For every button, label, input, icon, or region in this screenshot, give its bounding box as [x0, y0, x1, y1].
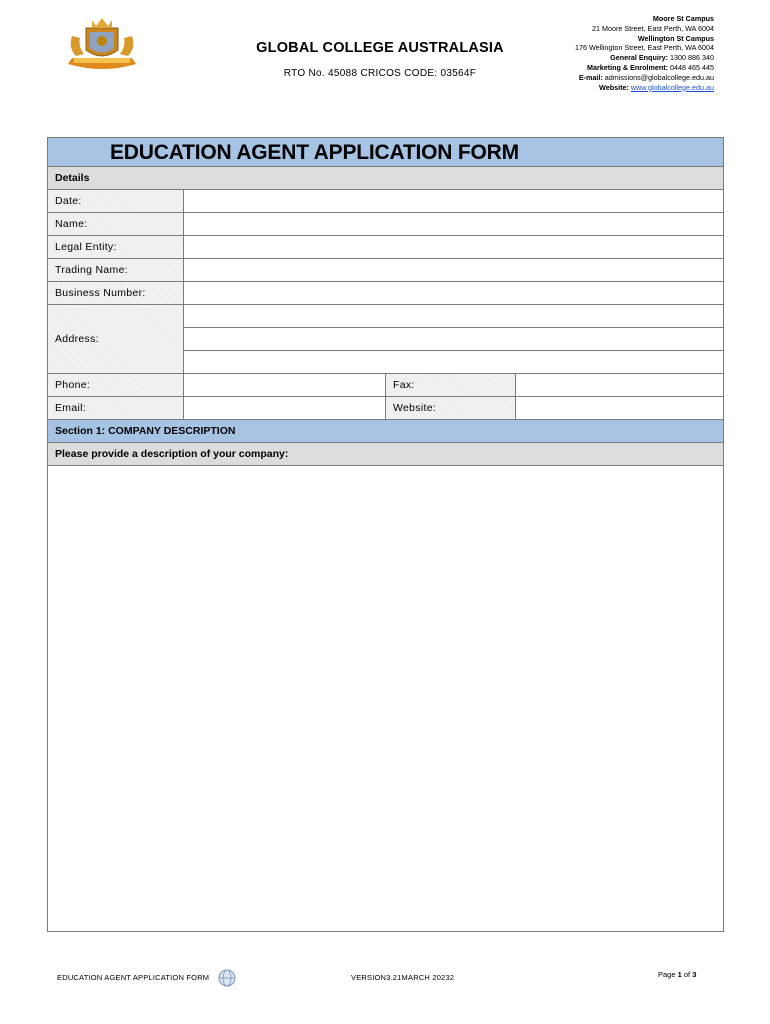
legal-entity-field[interactable] — [184, 236, 723, 258]
email-website-row — [48, 397, 723, 420]
date-row — [48, 190, 723, 213]
wellington-campus-address: 176 Wellington Street, East Perth, WA 6004 — [574, 43, 714, 53]
address-line-1-field[interactable] — [184, 305, 723, 328]
date-label: Date: — [48, 190, 184, 212]
email-contact — [484, 73, 714, 83]
name-field[interactable] — [184, 213, 723, 235]
college-header — [250, 40, 510, 79]
page-prefix: Page — [658, 970, 678, 979]
fax-field[interactable] — [516, 374, 723, 396]
phone-field[interactable] — [184, 374, 386, 396]
marketing-enrolment — [484, 63, 714, 73]
college-logo — [62, 14, 142, 72]
page-total: 3 — [692, 970, 697, 979]
website-link[interactable]: www.globalcollege.edu.au — [630, 82, 714, 92]
general-enquiry — [484, 53, 714, 63]
website-contact — [484, 83, 714, 93]
application-form — [47, 137, 724, 932]
college-crest-icon — [62, 14, 142, 72]
trading-name-label: Trading Name: — [48, 259, 184, 281]
website-field[interactable] — [516, 397, 723, 419]
website-label: Website: — [386, 397, 516, 419]
business-number-field[interactable] — [184, 282, 723, 304]
address-line-2-field[interactable] — [184, 328, 723, 351]
business-number-label: Business Number: — [48, 282, 184, 304]
marketing-value: 0448 465 445 — [668, 62, 714, 72]
phone-fax-row — [48, 374, 723, 397]
form-title-bar — [48, 138, 723, 167]
moore-campus-title: Moore St Campus — [652, 14, 714, 23]
phone-label: Phone: — [48, 374, 184, 396]
page-current: 1 — [677, 970, 682, 979]
college-name: GLOBAL COLLEGE AUSTRALASIA — [256, 40, 504, 56]
footer-form-name: EDUCATION AGENT APPLICATION FORM — [57, 973, 210, 982]
address-row — [48, 305, 723, 374]
address-line-3-field[interactable] — [184, 351, 723, 373]
marketing-label: Marketing & Enrolment: — [586, 62, 669, 72]
details-heading: Details — [48, 167, 723, 190]
email-contact-label: E-mail: — [578, 72, 603, 82]
rto-cricos-line: RTO No. 45088 CRICOS CODE: 03564F — [283, 68, 477, 79]
business-number-row — [48, 282, 723, 305]
footer-globe-icon — [217, 968, 237, 988]
section1-heading: Section 1: COMPANY DESCRIPTION — [48, 420, 723, 443]
legal-entity-row — [48, 236, 723, 259]
wellington-campus-title: Wellington St Campus — [637, 33, 714, 43]
email-contact-value: admissions@globalcollege.edu.au — [602, 72, 714, 82]
date-field[interactable] — [184, 190, 723, 212]
footer-page-number — [658, 970, 696, 979]
company-description-field[interactable] — [48, 466, 723, 931]
form-title: EDUCATION AGENT APPLICATION FORM — [110, 141, 519, 164]
fax-label: Fax: — [386, 374, 516, 396]
legal-entity-label: Legal Entity: — [48, 236, 184, 258]
name-label: Name: — [48, 213, 184, 235]
page-of: of — [681, 970, 693, 979]
email-field[interactable] — [184, 397, 386, 419]
address-lines — [184, 305, 723, 373]
address-label: Address: — [48, 305, 184, 373]
general-enquiry-label: General Enquiry: — [610, 53, 669, 63]
moore-campus-address: 21 Moore Street, East Perth, WA 6004 — [592, 23, 714, 33]
website-contact-label: Website: — [599, 82, 629, 92]
trading-name-row — [48, 259, 723, 282]
trading-name-field[interactable] — [184, 259, 723, 281]
section1-prompt: Please provide a description of your company: — [48, 443, 723, 466]
name-row — [48, 213, 723, 236]
general-enquiry-value: 1300 886 340 — [668, 53, 714, 63]
contact-info — [484, 14, 714, 92]
email-label: Email: — [48, 397, 184, 419]
footer-version: VERSION3.21MARCH 20232 — [351, 973, 455, 982]
